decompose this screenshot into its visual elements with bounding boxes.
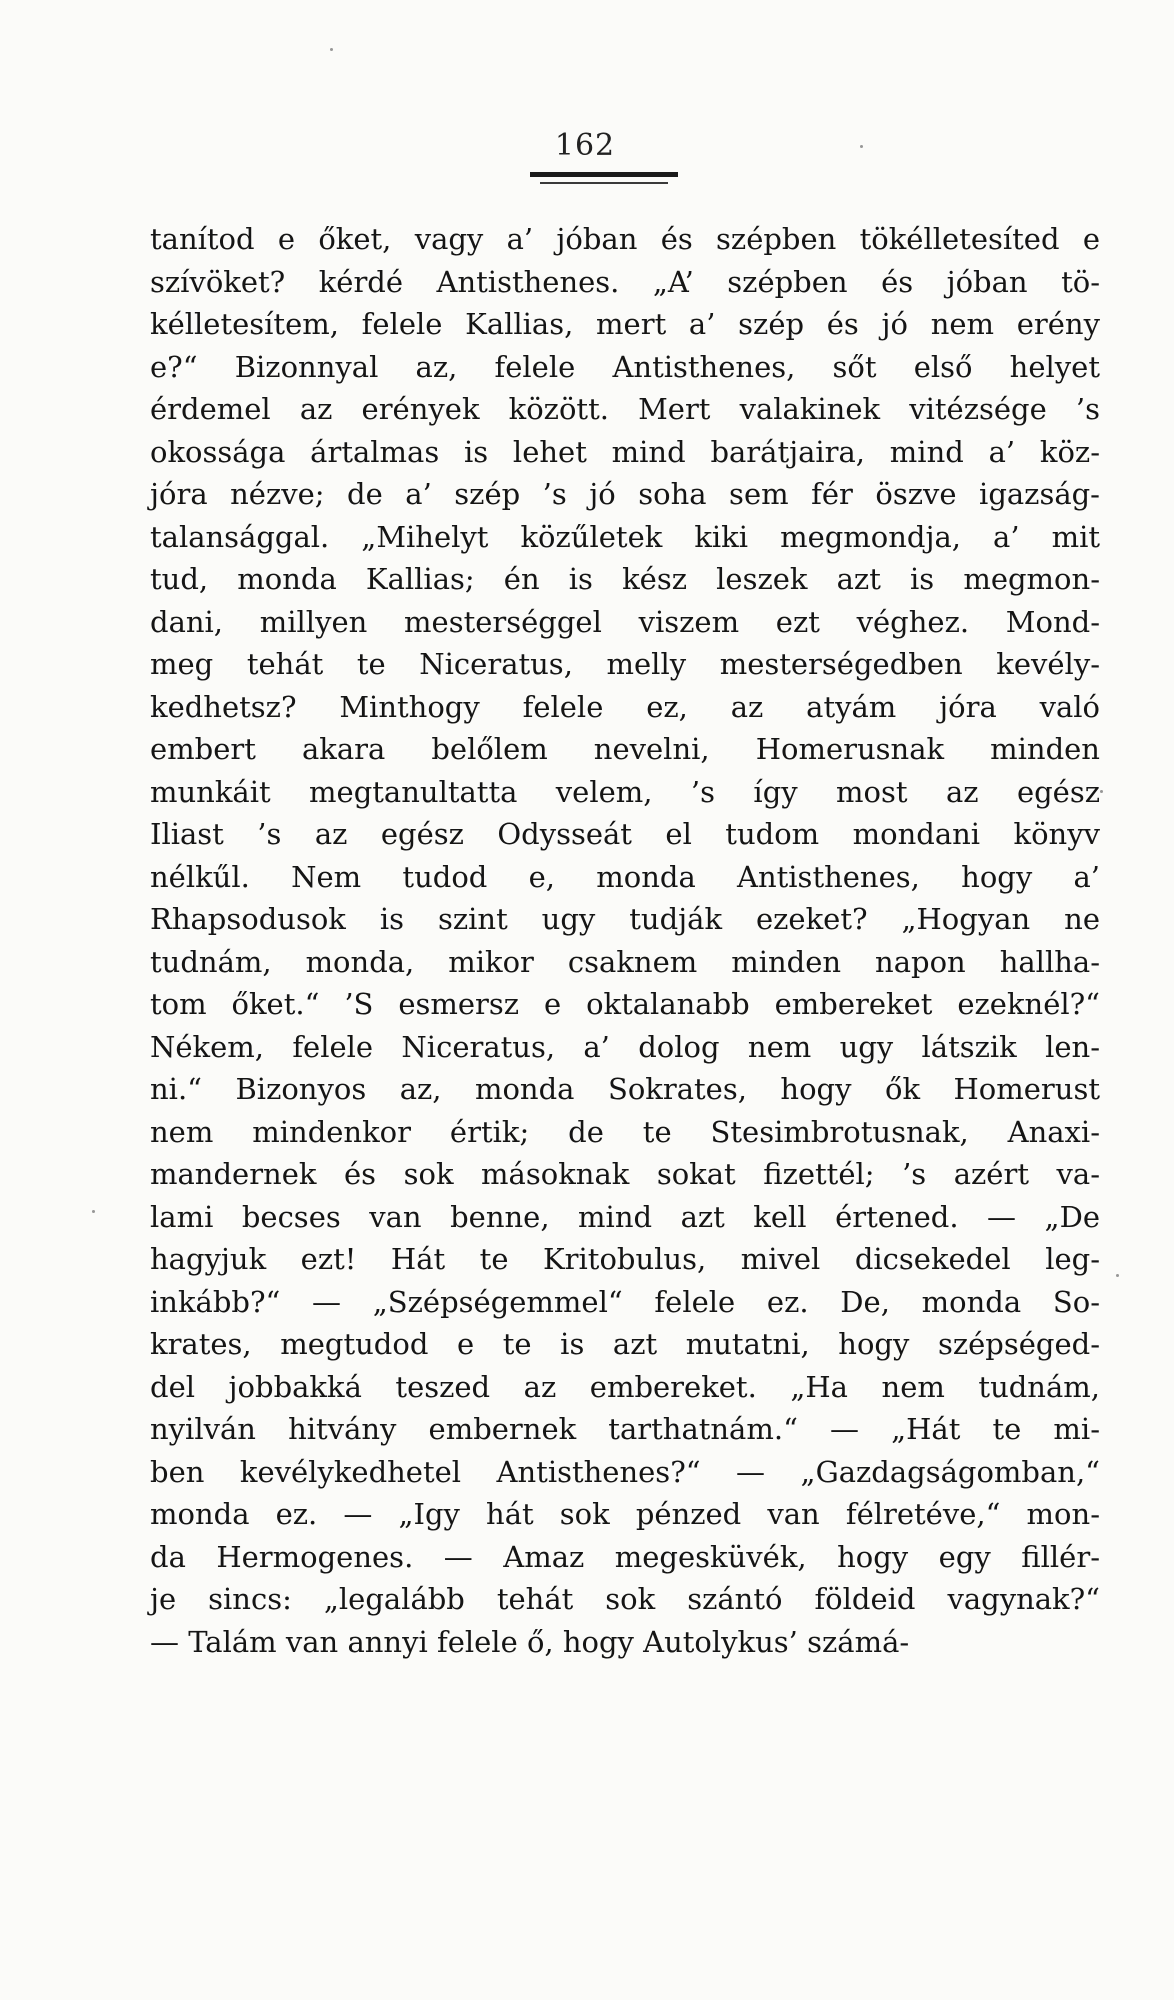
text-line: Rhapsodusok is szint ugy tudják ezeket? „Hogyan ne (150, 902, 1100, 936)
text-line: ben kevélykedhetel Antisthenes?“ — „Gazdagságomban,“ (150, 1454, 1100, 1489)
text-line: munkáit megtanultatta velem, ’s így most az egész (150, 774, 1100, 809)
text-line: kedhetsz? Minthogy felele ez, az atyám jóra való (150, 689, 1100, 724)
text-line: krates, megtudod e te is azt mutatni, hogy szépséged- (150, 1327, 1100, 1361)
text-line: meg tehát te Niceratus, melly mesterségedben kevély- (150, 647, 1100, 681)
text-line: e?“ Bizonnyal az, felele Antisthenes, sőt első helyet (150, 349, 1100, 384)
text-line: tudnám, monda, mikor csaknem minden napon hallha- (150, 944, 1100, 979)
text-line: tom őket.“ ’S esmersz e oktalanabb embereket ezeknél?“ (150, 987, 1100, 1021)
text-line: nélkűl. Nem tudod e, monda Antisthenes, hogy a’ (150, 859, 1100, 894)
paper-speck (92, 1210, 95, 1213)
text-line: talansággal. „Mihelyt közűletek kiki megmondja, a’ mit (150, 519, 1100, 554)
text-line: nyilván hitvány embernek tarthatnám.“ — „Hát te mi- (150, 1412, 1100, 1446)
paper-speck (1100, 790, 1103, 793)
text-line: del jobbakká teszed az embereket. „Ha nem tudnám, (150, 1369, 1100, 1404)
text-line: Nékem, felele Niceratus, a’ dolog nem ugy látszik len- (150, 1029, 1100, 1064)
text-line: dani, millyen mesterséggel viszem ezt véghez. Mond- (150, 604, 1100, 639)
body-text (150, 218, 1100, 1663)
text-line: szívöket? kérdé Antisthenes. „A’ szépben és jóban tö- (150, 264, 1100, 299)
text-line: tanítod e őket, vagy a’ jóban és szépben tökélletesíted e (150, 222, 1100, 256)
text-line: lami becses van benne, mind azt kell értened. — „De (150, 1199, 1100, 1234)
text-line: inkább?“ — „Szépségemmel“ felele ez. De, monda So- (150, 1284, 1100, 1319)
text-line: embert akara belőlem nevelni, Homerusnak minden (150, 732, 1100, 766)
paper-speck (860, 145, 863, 148)
text-line: je sincs: „legalább tehát sok szántó földeid vagynak?“ (150, 1582, 1100, 1616)
text-line: mandernek és sok másoknak sokat fizettél; ’s azért va- (150, 1157, 1100, 1191)
text-line: hagyjuk ezt! Hát te Kritobulus, mivel dicsekedel leg- (150, 1242, 1100, 1276)
paper-speck (330, 48, 333, 51)
paper-speck (1116, 1274, 1119, 1277)
text-line: jóra nézve; de a’ szép ’s jó soha sem fér öszve igazság- (150, 477, 1100, 511)
text-line: kélletesítem, felele Kallias, mert a’ szép és jó nem erény (150, 307, 1100, 341)
text-line: ni.“ Bizonyos az, monda Sokrates, hogy ők Homerust (150, 1072, 1100, 1106)
text-line: — Talám van annyi felele ő, hogy Autolykus’ számá- (150, 1624, 910, 1659)
text-line: nem mindenkor értik; de te Stesimbrotusnak, Anaxi- (150, 1114, 1100, 1149)
header-rule (530, 172, 678, 177)
text-line: monda ez. — „Igy hát sok pénzed van félretéve,“ mon- (150, 1497, 1100, 1531)
text-line: Iliast ’s az egész Odysseát el tudom mondani könyv (150, 817, 1100, 851)
page-number: 162 (554, 128, 616, 163)
text-line: okossága ártalmas is lehet mind barátjaira, mind a’ köz- (150, 434, 1100, 469)
text-line: tud, monda Kallias; én is kész leszek azt is megmon- (150, 562, 1100, 596)
text-line: da Hermogenes. — Amaz megesküvék, hogy egy fillér- (150, 1539, 1100, 1574)
text-line: érdemel az erények között. Mert valakinek vitézsége ’s (150, 392, 1100, 426)
header-rule-thin (540, 182, 668, 184)
